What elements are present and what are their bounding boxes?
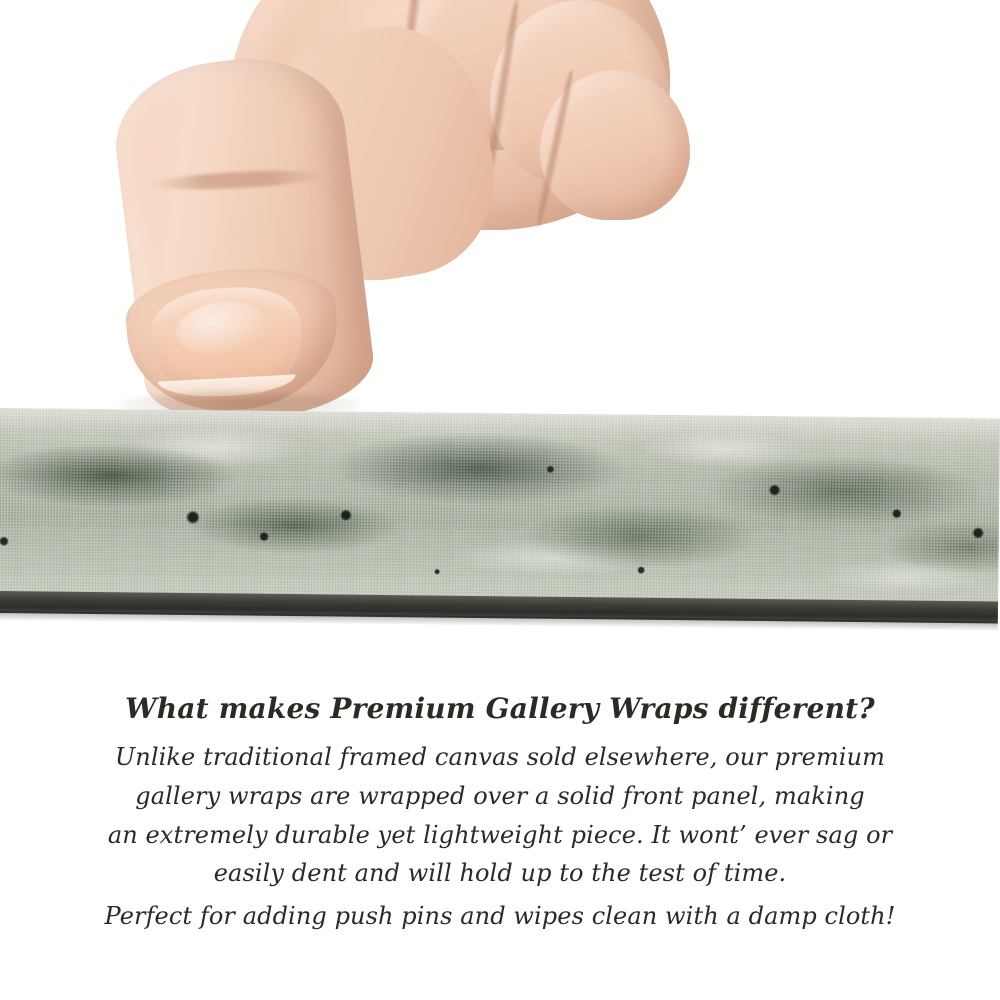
caption-line-3: an extremely durable yet lightweight piece. It wont’ ever sag or	[107, 820, 893, 849]
caption-headline: What makes Premium Gallery Wraps different?	[125, 692, 875, 725]
caption-line-5: Perfect for adding push pins and wipes clean with a damp cloth!	[104, 902, 896, 931]
caption-block	[0, 690, 1000, 936]
canvas-edge-strip	[0, 408, 1000, 630]
caption-line-4: easily dent and will hold up to the test of time.	[213, 859, 787, 888]
caption-line-2: gallery wraps are wrapped over a solid front panel, making	[135, 781, 865, 810]
caption-line-1: Unlike traditional framed canvas sold elsewhere, our premium	[114, 742, 885, 771]
hand-illustration	[110, 0, 690, 440]
